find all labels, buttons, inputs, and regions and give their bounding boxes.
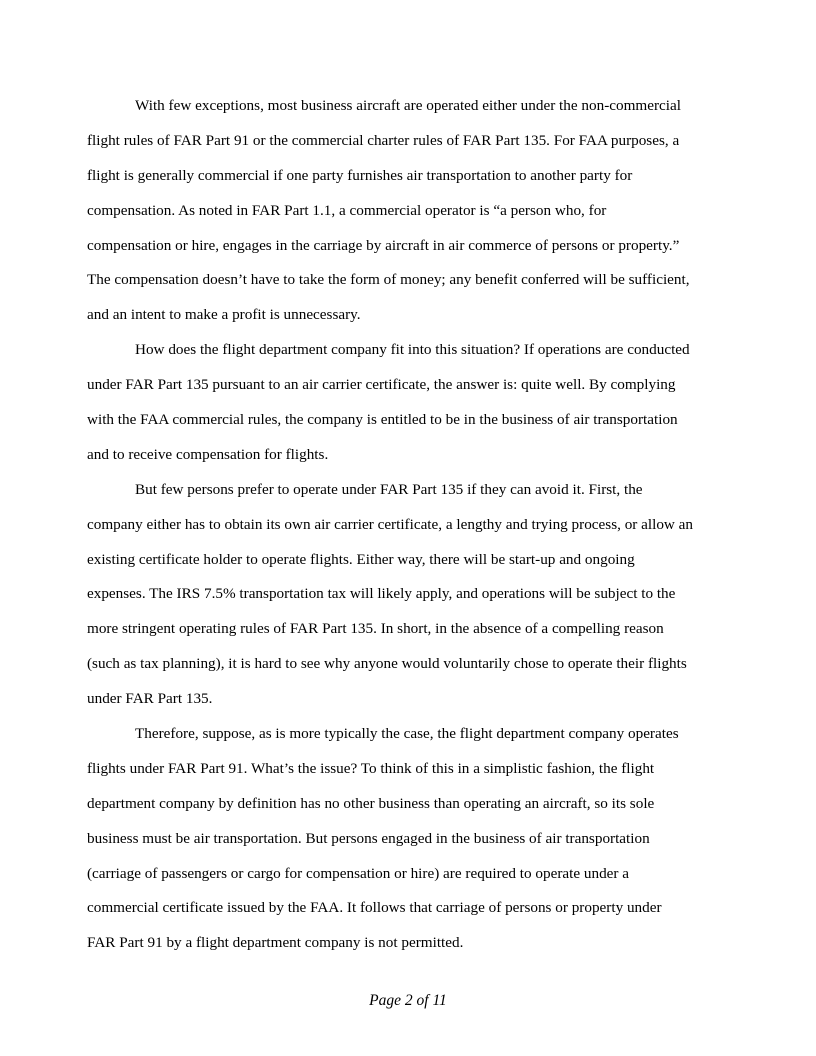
text-line: and an intent to make a profit is unnecessary. — [87, 306, 361, 324]
text-line: more stringent operating rules of FAR Part 135. In short, in the absence of a compelling reason — [87, 620, 664, 638]
text-line: flight rules of FAR Part 91 or the commercial charter rules of FAR Part 135. For FAA purposes, a — [87, 131, 680, 149]
text-line: company either has to obtain its own air carrier certificate, a lengthy and trying process, or allow an — [87, 515, 694, 533]
text-line: compensation. As noted in FAR Part 1.1, a commercial operator is “a person who, for — [87, 201, 607, 219]
text-line: How does the flight department company fit into this situation? If operations are conducted — [135, 341, 690, 359]
paragraph-2 — [87, 336, 728, 476]
text-line: expenses. The IRS 7.5% transportation tax will likely apply, and operations will be subject to the — [87, 585, 676, 603]
text-line: flights under FAR Part 91. What’s the issue? To think of this in a simplistic fashion, the flight — [87, 759, 655, 777]
text-line: flight is generally commercial if one party furnishes air transportation to another party for — [87, 166, 633, 184]
paragraph-1 — [87, 92, 728, 336]
text-line: existing certificate holder to operate flights. Either way, there will be start-up and ongoing — [87, 550, 635, 568]
text-line: commercial certificate issued by the FAA. It follows that carriage of persons or property under — [87, 899, 662, 917]
text-line: and to receive compensation for flights. — [87, 445, 329, 463]
text-line: FAR Part 91 by a flight department company is not permitted. — [87, 934, 464, 952]
page-number-footer: Page 2 of 11 — [369, 992, 447, 1009]
text-line: under FAR Part 135. — [87, 690, 213, 708]
text-line: compensation or hire, engages in the carriage by aircraft in air commerce of persons or property.” — [87, 236, 680, 254]
text-line: under FAR Part 135 pursuant to an air carrier certificate, the answer is: quite well. By complying — [87, 376, 676, 394]
paragraph-4 — [87, 720, 728, 964]
text-line: (carriage of passengers or cargo for compensation or hire) are required to operate under a — [87, 864, 629, 882]
text-line: The compensation doesn’t have to take the form of money; any benefit conferred will be sufficient, — [87, 271, 690, 289]
text-line: But few persons prefer to operate under FAR Part 135 if they can avoid it. First, the — [135, 480, 643, 498]
text-line: with the FAA commercial rules, the company is entitled to be in the business of air transportation — [87, 411, 678, 429]
body-text — [87, 92, 728, 964]
text-line: business must be air transportation. But persons engaged in the business of air transportation — [87, 829, 650, 847]
text-line: With few exceptions, most business aircraft are operated either under the non-commercial — [135, 97, 681, 114]
text-line: (such as tax planning), it is hard to see why anyone would voluntarily chose to operate their flights — [87, 655, 687, 673]
text-line: department company by definition has no other business than operating an aircraft, so its sole — [87, 794, 655, 812]
paragraph-3 — [87, 476, 728, 720]
text-line: Therefore, suppose, as is more typically the case, the flight department company operates — [135, 725, 679, 743]
